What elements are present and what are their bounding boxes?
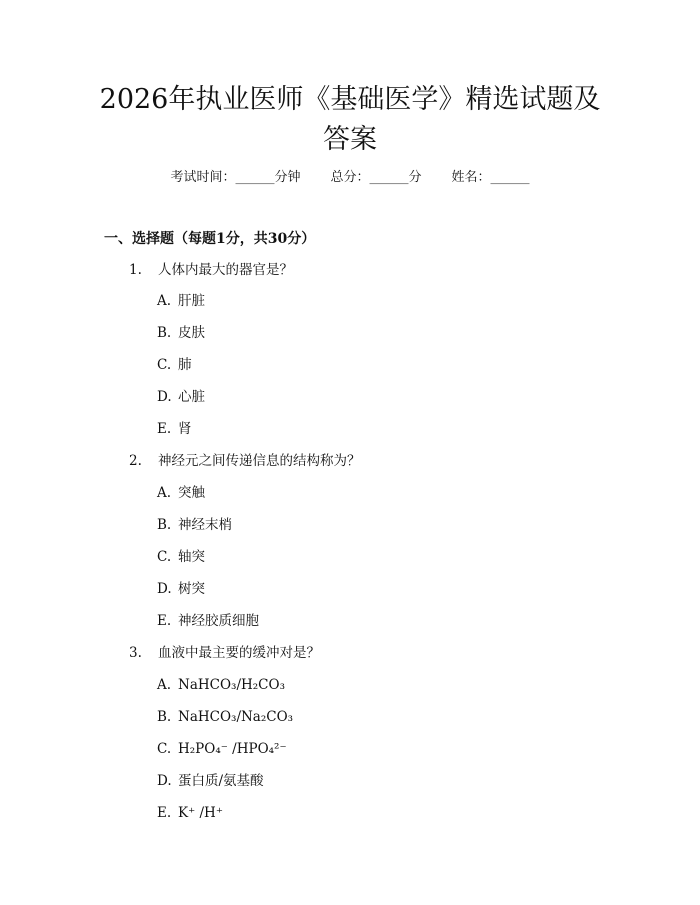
question-number: 3.	[129, 645, 142, 661]
option-text: 突触	[178, 485, 205, 501]
question-text: 神经元之间传递信息的结构称为？	[158, 453, 361, 469]
question-text: 人体内最大的器官是？	[158, 262, 293, 278]
option-text: 皮肤	[178, 325, 205, 341]
option-letter: E.	[157, 421, 172, 437]
option-text: 心脏	[178, 389, 205, 405]
option-letter: D.	[157, 389, 172, 405]
option-text: 神经胶质细胞	[178, 613, 259, 629]
option-text: 肝脏	[178, 293, 205, 309]
option-text: H₂PO₄⁻ /HPO₄²⁻	[178, 741, 287, 757]
option-letter: D.	[157, 773, 172, 789]
option-text: NaHCO₃/Na₂CO₃	[178, 709, 294, 725]
option-letter: C.	[157, 357, 172, 373]
option-letter: C.	[157, 549, 172, 565]
question-number: 1.	[129, 262, 142, 278]
option-letter: C.	[157, 741, 172, 757]
question-number: 2.	[129, 453, 142, 469]
option-text: 肺	[178, 357, 192, 373]
option-text: 轴突	[178, 549, 205, 565]
option-text: NaHCO₃/H₂CO₃	[178, 677, 285, 693]
option-text: 蛋白质/氨基酸	[178, 773, 264, 789]
option-letter: A.	[157, 293, 172, 309]
option-letter: E.	[157, 805, 172, 821]
option-letter: D.	[157, 581, 172, 597]
section-heading: 一、选择题（每题1分，共30分）	[104, 231, 316, 247]
document-title: 2026年执业医师《基础医学》精选试题及答案	[99, 84, 601, 155]
option-text: 树突	[178, 581, 205, 597]
question-text: 血液中最主要的缓冲对是？	[158, 645, 320, 661]
option-letter: E.	[157, 613, 172, 629]
option-text: K⁺ /H⁺	[178, 805, 223, 821]
exam-time-field: 考试时间：______分钟	[170, 170, 301, 185]
option-letter: B.	[157, 325, 172, 341]
option-text: 神经末梢	[178, 517, 232, 533]
option-letter: B.	[157, 709, 172, 725]
total-score-field: 总分：______分	[330, 170, 422, 185]
name-field: 姓名：______	[451, 170, 530, 185]
exam-meta-line	[0, 169, 700, 187]
option-letter: B.	[157, 517, 172, 533]
option-letter: A.	[157, 677, 172, 693]
option-text: 肾	[178, 421, 192, 437]
option-letter: A.	[157, 485, 172, 501]
